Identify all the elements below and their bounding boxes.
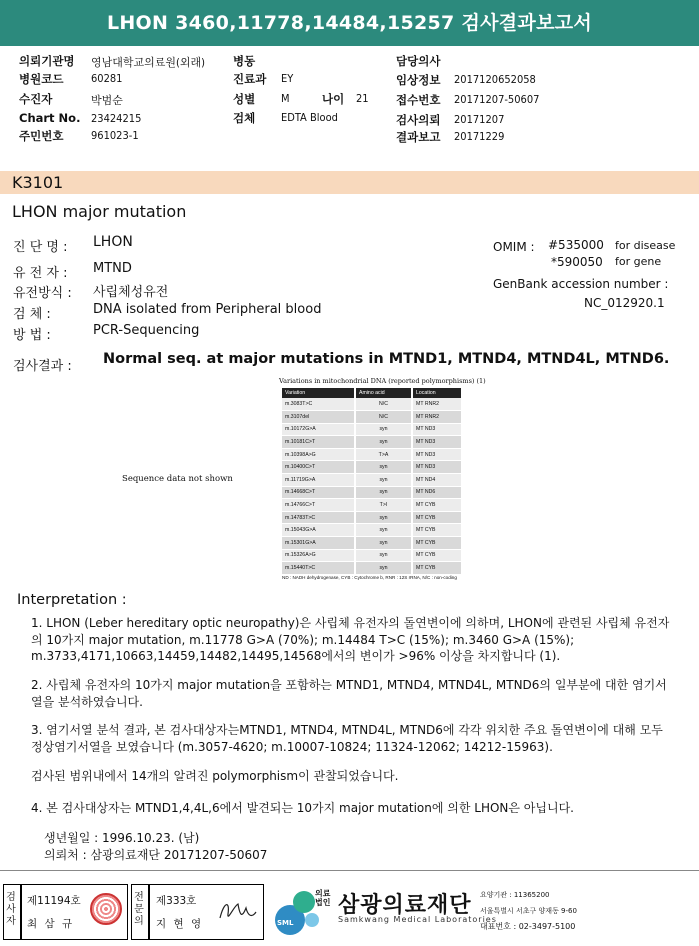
hospital-code-value: 60281 [91, 72, 123, 85]
sequence-note: Sequence data not shown [122, 474, 233, 484]
variation-table-caption: Variations in mitochondrial DNA (reported polymorphisms) (1) [279, 377, 486, 385]
table-row [282, 474, 462, 487]
omim-gene-note: for gene [615, 255, 662, 268]
table-row [282, 436, 462, 449]
col-variation: Variation [282, 388, 355, 398]
location-cell: MT ND3 [412, 461, 462, 474]
gene-value: MTND [93, 261, 132, 276]
receipt-value: 20171207-50607 [454, 93, 540, 106]
receipt-label: 접수번호 [396, 93, 441, 107]
location-cell: MT ND3 [412, 448, 462, 461]
referral-info: 의뢰처 : 삼광의료재단 20171207-50607 [44, 848, 268, 862]
test-code: K3101 [12, 173, 64, 192]
result-value: Normal seq. at major mutations in MTND1, MTND4, MTND4L, MTND6. [103, 351, 670, 367]
variation-cell: m.15326A>G [282, 549, 355, 562]
variation-cell: m.14766C>T [282, 499, 355, 512]
omim-disease-note: for disease [615, 239, 676, 252]
inheritance-value: 사립체성유전 [93, 285, 169, 300]
request-label: 검사의뢰 [396, 113, 441, 127]
col-amino-acid: Amino acid [355, 388, 412, 398]
location-cell: MT CYB [412, 524, 462, 537]
location-cell: MT RNR2 [412, 398, 462, 411]
ward-label: 병동 [233, 54, 256, 68]
location-cell: MT ND3 [412, 423, 462, 436]
table-row [282, 398, 462, 411]
table-row [282, 562, 462, 575]
omim-label: OMIM : [493, 240, 535, 254]
institution-value: 영남대학교의료원(외래) [91, 56, 205, 69]
variation-cell: m.15043G>A [282, 524, 355, 537]
location-cell: MT CYB [412, 499, 462, 512]
table-row [282, 549, 462, 562]
id-value: 961023-1 [91, 129, 139, 142]
report-date-label: 결과보고 [396, 130, 441, 144]
variation-cell: m.11719G>A [282, 474, 355, 487]
org-address: 서울특별시 서초구 양재동 9-60 [480, 907, 577, 915]
signature-icon [216, 896, 258, 926]
interpretation-paragraph-4: 4. 본 검사대상자는 MTND1,4,4L,6에서 발견되는 10가지 major mutation에 의한 LHON은 아닙니다. [31, 801, 574, 815]
diagnosis-label: 진 단 명 : [13, 240, 68, 255]
amino-acid-cell: syn [355, 474, 412, 487]
amino-acid-cell: N/C [355, 398, 412, 411]
omim-disease: #535000 [548, 238, 604, 252]
amino-acid-cell: syn [355, 486, 412, 499]
patient-label: 수진자 [19, 92, 53, 106]
approver-divider [148, 884, 150, 940]
table-row [282, 423, 462, 436]
amino-acid-cell: syn [355, 436, 412, 449]
sex-value: M [281, 92, 290, 105]
approver-license: 제333호 [156, 895, 197, 907]
age-value: 21 [356, 92, 369, 105]
chart-value: 23424215 [91, 112, 142, 125]
amino-acid-cell: syn [355, 549, 412, 562]
dept-value: EY [281, 72, 294, 85]
variation-table [282, 388, 463, 575]
location-cell: MT CYB [412, 537, 462, 550]
table-row [282, 486, 462, 499]
tester-license: 제11194호 [27, 895, 81, 907]
variation-cell: m.10181C>T [282, 436, 355, 449]
variation-cell: m.14668C>T [282, 486, 355, 499]
table-row [282, 499, 462, 512]
amino-acid-cell: syn [355, 461, 412, 474]
table-row [282, 448, 462, 461]
approver-label: 전문의 [134, 892, 144, 927]
sample-label: 검 체 : [13, 307, 51, 322]
amino-acid-cell: T>I [355, 499, 412, 512]
inheritance-label: 유전방식 : [13, 286, 72, 301]
amino-acid-cell: syn [355, 524, 412, 537]
id-label: 주민번호 [19, 129, 64, 143]
variation-cell: m.3083T>C [282, 398, 355, 411]
variation-cell: m.10172G>A [282, 423, 355, 436]
specimen-value: EDTA Blood [281, 111, 338, 124]
table-row [282, 461, 462, 474]
clinical-value: 2017120652058 [454, 73, 536, 86]
sex-label: 성별 [233, 92, 256, 106]
org-prefix: 의료법인 [315, 889, 331, 907]
table-row [282, 511, 462, 524]
approver-name: 지 현 영 [156, 918, 204, 930]
location-cell: MT CYB [412, 549, 462, 562]
tester-name: 최 삼 규 [27, 918, 75, 930]
org-name-english: Samkwang Medical Laboratories [338, 915, 497, 924]
interpretation-paragraph-2: 2. 사립체 유전자의 10가지 major mutation을 포함하는 MTND1, MTND4, MTND4L, MTND6의 일부분에 대한 염기서열을 분석하였습니다. [31, 678, 667, 709]
location-cell: MT ND3 [412, 436, 462, 449]
tester-divider [20, 884, 22, 940]
location-cell: MT ND6 [412, 486, 462, 499]
genbank-label: GenBank accession number : [493, 277, 669, 291]
patient-value: 박범순 [91, 94, 123, 107]
amino-acid-cell: syn [355, 511, 412, 524]
test-code-band [0, 171, 699, 194]
result-label: 검사결과 : [13, 359, 72, 374]
dept-label: 진료과 [233, 72, 267, 86]
table-row [282, 537, 462, 550]
report-title: LHON 3460,11778,14484,15257 검사결과보고서 [0, 0, 699, 46]
doctor-label: 담당의사 [396, 54, 441, 68]
logo-text: SML [277, 919, 294, 927]
org-name: 삼광의료재단 [338, 893, 472, 918]
amino-acid-cell: T>A [355, 448, 412, 461]
age-label: 나이 [322, 92, 345, 106]
birth-date: 생년월일 : 1996.10.23. (남) [44, 831, 200, 845]
diagnosis-value: LHON [93, 234, 133, 250]
interpretation-title: Interpretation : [17, 592, 127, 608]
footer-divider [0, 870, 699, 871]
request-value: 20171207 [454, 113, 505, 126]
institution-label: 의뢰기관명 [19, 54, 75, 68]
table-row [282, 411, 462, 424]
variation-cell: m.14783T>C [282, 511, 355, 524]
method-label: 방 법 : [13, 328, 51, 343]
hospital-code-label: 병원코드 [19, 72, 64, 86]
interpretation-paragraph-1: 1. LHON (Leber hereditary optic neuropathy)은 사립체 유전자의 돌연변이에 의하며, LHON에 관련된 사립체 유전자의 10가지 major mutation, m.11778 G>A (70%); m.14484 T>C (15%); m.3460 G>A (15%); m.3733,4171,10663,14459,14482,14495,14568에서의 변이가 >96% 이상을 차지합니다 (1). [31, 616, 670, 663]
variation-cell: m.10400C>T [282, 461, 355, 474]
org-phone: 대표번호 : 02-3497-5100 [480, 922, 576, 931]
variation-cell: m.3107del [282, 411, 355, 424]
amino-acid-cell: syn [355, 562, 412, 575]
genbank-value: NC_012920.1 [584, 296, 665, 310]
variation-cell: m.15440T>C [282, 562, 355, 575]
location-cell: MT ND4 [412, 474, 462, 487]
chart-label: Chart No. [19, 111, 81, 125]
gene-label: 유 전 자 : [13, 266, 68, 281]
variation-table-footnote: ND : NADH dehydrogenase, CYB : Cytochrome b, RNR : 12S rRNA, N/C : non-coding [282, 575, 457, 580]
specimen-label: 검체 [233, 111, 256, 125]
interpretation-paragraph-3: 3. 염기서열 분석 결과, 본 검사대상자는MTND1, MTND4, MTND4L, MTND6에 각각 위치한 주요 돌연변이에 대해 모두 정상염기서열을 보였습니다 (m.3057-4620; m.10007-10824; 11324-12062; 14212-15963). [31, 723, 663, 754]
interpretation-paragraph-3b: 검사된 범위내에서 14개의 알려진 polymorphism이 관찰되었습니다. [31, 769, 399, 783]
table-row [282, 524, 462, 537]
amino-acid-cell: syn [355, 537, 412, 550]
variation-cell: m.10398A>G [282, 448, 355, 461]
tester-label: 검사자 [6, 892, 16, 927]
variation-cell: m.15301G>A [282, 537, 355, 550]
test-name: LHON major mutation [12, 202, 187, 221]
amino-acid-cell: N/C [355, 411, 412, 424]
location-cell: MT CYB [412, 562, 462, 575]
license-number: 요양기관 : 11365200 [480, 891, 550, 899]
omim-gene: *590050 [551, 255, 603, 269]
location-cell: MT CYB [412, 511, 462, 524]
sample-value: DNA isolated from Peripheral blood [93, 302, 322, 317]
location-cell: MT RNR2 [412, 411, 462, 424]
clinical-label: 임상정보 [396, 73, 441, 87]
report-date-value: 20171229 [454, 130, 505, 143]
amino-acid-cell: syn [355, 423, 412, 436]
col-location: Location [412, 388, 462, 398]
method-value: PCR-Sequencing [93, 323, 200, 338]
tester-seal-icon [90, 893, 122, 925]
